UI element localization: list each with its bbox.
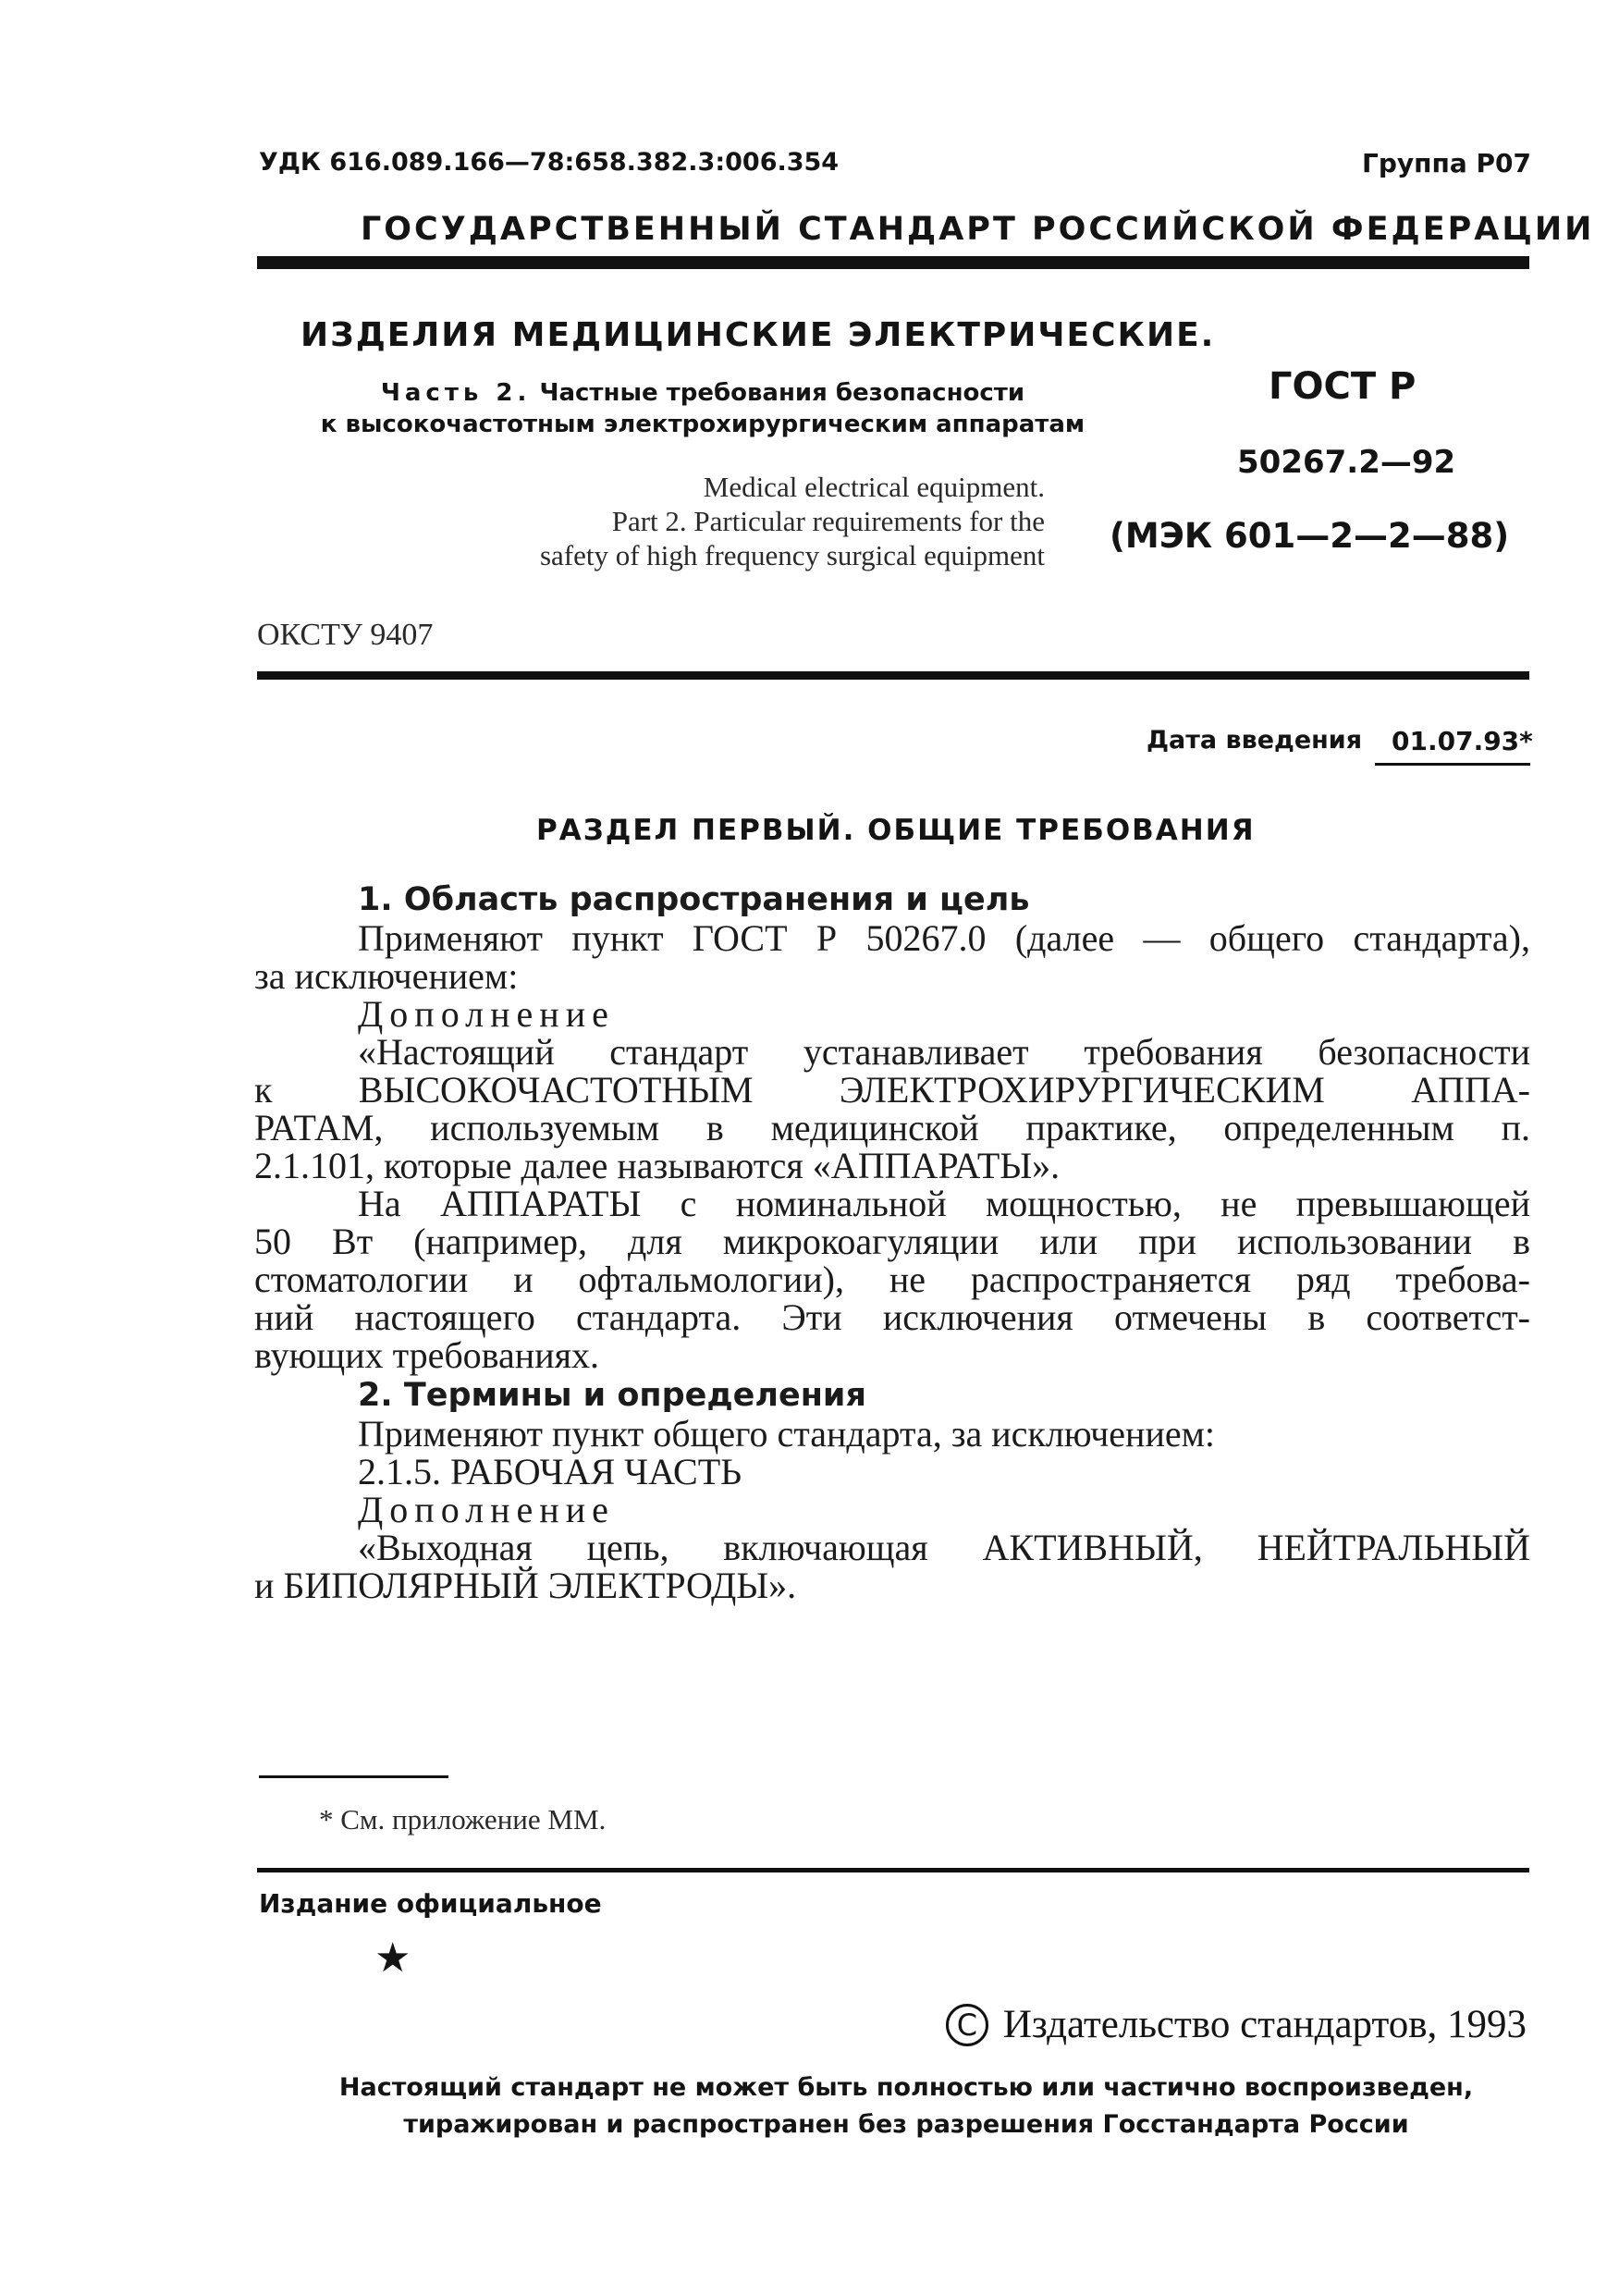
para2-line3: стоматологии и офтальмологии), не распространяется ряд требова- — [254, 1259, 1530, 1300]
copyright-icon: С — [946, 2004, 988, 2046]
footnote: * См. приложение ММ. — [319, 1803, 607, 1836]
reproduction-notice — [277, 2069, 1535, 2143]
notice-line1: Настоящий стандарт не может быть полностью или частично воспроизведен, — [338, 2073, 1474, 2102]
para3-line1: «Выходная цепь, включающая АКТИВНЫЙ, НЕЙТРАЛЬНЫЙ — [358, 1527, 1530, 1568]
gost-code: ГОСТ Р — [1269, 365, 1417, 408]
star-icon: ★ — [374, 1935, 411, 1981]
footnote-rule — [259, 1775, 448, 1778]
para1-line3: РАТАМ, используемым в медицинской практике, определенным п. — [254, 1107, 1530, 1148]
english-title-line1: Medical electrical equipment. — [703, 471, 1045, 503]
para2-line5: вующих требованиях. — [254, 1334, 600, 1376]
clause1-line2: за исключением: — [254, 955, 519, 997]
english-title-line3: safety of high frequency surgical equipment — [539, 539, 1045, 571]
udk-code: УДК 616.089.166—78:658.382.3:006.354 — [259, 148, 840, 177]
clause2-item: 2.1.5. РАБОЧАЯ ЧАСТЬ — [358, 1451, 742, 1492]
intro-date-underline — [1375, 763, 1530, 766]
para2-line2: 50 Вт (например, для микрокоагуляции или при использовании в — [254, 1221, 1530, 1262]
notice-line2: тиражирован и распространен без разрешения Госстандарта России — [403, 2110, 1409, 2139]
para2-line4: ний настоящего стандарта. Эти исключения отмечены в соответст- — [254, 1296, 1530, 1338]
product-title: ИЗДЕЛИЯ МЕДИЦИНСКИЕ ЭЛЕКТРИЧЕСКИЕ. — [300, 316, 1216, 354]
group-code: Группа Р07 — [1362, 148, 1531, 178]
copyright-text: Издательство стандартов, 1993 — [1002, 2003, 1527, 2046]
part-title-line2: к высокочастотным электрохирургическим аппаратам — [320, 411, 1085, 438]
copyright-line — [946, 2002, 1527, 2047]
intro-date-value: 01.07.93* — [1392, 726, 1533, 756]
para1-line1: «Настоящий стандарт устанавливает требования безопасности — [358, 1031, 1530, 1073]
addition-label-2: Дополнение — [358, 1489, 615, 1530]
para2-line1: На АППАРАТЫ с номинальной мощностью, не превышающей — [358, 1183, 1530, 1224]
english-title-line2: Part 2. Particular requirements for the — [611, 505, 1045, 537]
part-label: Часть 2. — [380, 379, 532, 407]
clause2-line1: Применяют пункт общего стандарта, за исключением: — [358, 1413, 1216, 1455]
header-thick-rule — [257, 256, 1529, 269]
document-body — [254, 878, 1530, 1604]
para1-line2: к ВЫСОКОЧАСТОТНЫМ ЭЛЕКТРОХИРУРГИЧЕСКИМ АППА- — [254, 1069, 1530, 1111]
footer-rule — [257, 1868, 1529, 1872]
intro-date-label: Дата введения — [1147, 726, 1363, 755]
addition-label-1: Дополнение — [358, 993, 615, 1035]
edition-label: Издание официальное — [259, 1888, 602, 1919]
title-rule — [257, 671, 1529, 680]
section-title: РАЗДЕЛ ПЕРВЫЙ. ОБЩИЕ ТРЕБОВАНИЯ — [536, 814, 1256, 847]
clause1-line1: Применяют пункт ГОСТ Р 50267.0 (далее — общего стандарта), — [358, 917, 1530, 959]
gost-number: 50267.2—92 — [1237, 444, 1456, 481]
okstu-code: ОКСТУ 9407 — [257, 618, 434, 652]
state-standard-title: ГОСУДАРСТВЕННЫЙ СТАНДАРТ РОССИЙСКОЙ ФЕДЕРАЦИИ — [361, 211, 1595, 248]
english-title — [324, 470, 1045, 572]
clause1-heading: 1. Область распространения и цель — [358, 881, 1030, 918]
part-title-line1: Частные требования безопасности — [539, 379, 1025, 407]
part-title — [277, 377, 1128, 440]
para1-line4: 2.1.101, которые далее называются «АППАРАТЫ». — [254, 1145, 1061, 1186]
iec-reference: (МЭК 601—2—2—88) — [1110, 516, 1510, 556]
clause2-heading: 2. Термины и определения — [358, 1377, 866, 1414]
para3-line2: и БИПОЛЯРНЫЙ ЭЛЕКТРОДЫ». — [254, 1565, 797, 1606]
